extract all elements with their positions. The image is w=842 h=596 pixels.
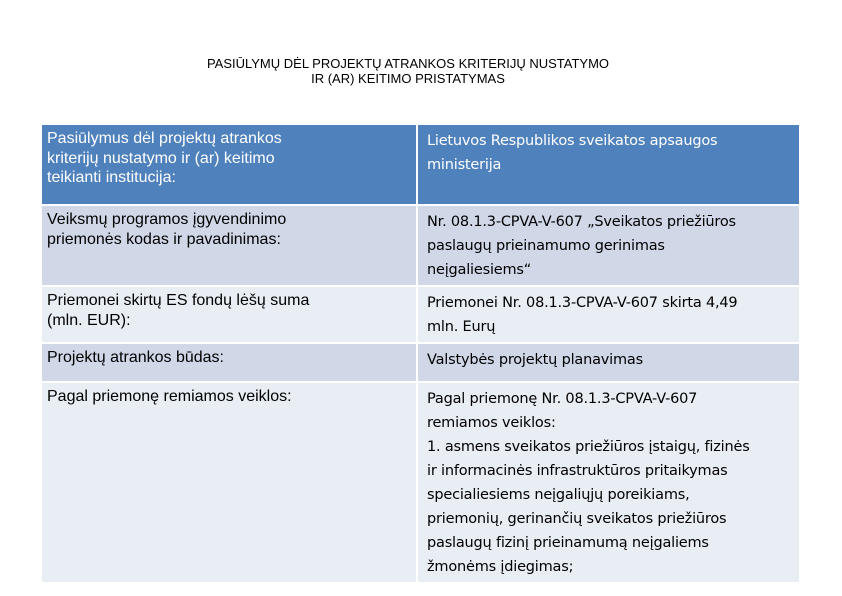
- table-row-selection: [42, 344, 799, 383]
- value-line: specialiesiems neįgaliųjų poreikiams,: [427, 487, 690, 503]
- label-line: priemonės kodas ir pavadinimas:: [47, 230, 281, 248]
- value-line: ir informacinės infrastruktūros pritaikymas: [427, 463, 728, 479]
- title-line-1: PASIŪLYMŲ DĖL PROJEKTŲ ATRANKOS KRITERIJŲ NUSTATYMO: [206, 56, 610, 71]
- label-line: Priemonei skirtų ES fondų lėšų suma: [47, 292, 310, 309]
- title-line-2: IR (AR) KEITIMO PRISTATYMAS: [311, 71, 505, 86]
- label-institution: [42, 125, 418, 206]
- table-row-institution: [42, 125, 799, 206]
- value-line: priemonių, gerinančių sveikatos priežiūros: [427, 511, 727, 527]
- value-selection: [418, 344, 799, 383]
- value-line: paslaugų fizinį prieinamumą neįgaliems: [427, 535, 709, 551]
- label-line: kriterijų nustatymo ir (ar) keitimo: [47, 149, 275, 167]
- value-line: Lietuvos Respublikos sveikatos apsaugos: [427, 133, 718, 149]
- label-line: teikianti institucija:: [47, 169, 176, 186]
- document-title: [0, 56, 816, 86]
- criteria-table: [42, 125, 799, 584]
- label-line: (mln. EUR):: [47, 311, 131, 329]
- label-line: Pagal priemonę remiamos veiklos:: [47, 388, 292, 405]
- value-institution: [418, 125, 799, 206]
- value-line: Nr. 08.1.3-CPVA-V-607 „Sveikatos priežiūros: [427, 214, 736, 230]
- value-line: mln. Eurų: [427, 319, 496, 335]
- table-row-funds: [42, 287, 799, 344]
- value-line: 1. asmens sveikatos priežiūros įstaigų, fizinės: [427, 439, 750, 455]
- value-line: Priemonei Nr. 08.1.3-CPVA-V-607 skirta 4,49: [427, 295, 738, 311]
- value-activities: [418, 383, 799, 584]
- value-line: ministerija: [427, 157, 502, 173]
- table-row-measure: [42, 206, 799, 287]
- table-row-activities: [42, 383, 799, 584]
- label-funds: [42, 287, 418, 344]
- value-line: paslaugų prieinamumo gerinimas: [427, 238, 665, 254]
- label-activities: [42, 383, 418, 584]
- label-selection: [42, 344, 418, 383]
- value-line: Pagal priemonę Nr. 08.1.3-CPVA-V-607: [427, 391, 698, 407]
- label-measure: [42, 206, 418, 287]
- value-line: remiamos veiklos:: [427, 415, 556, 431]
- value-line: žmonėms įdiegimas;: [427, 559, 574, 575]
- label-line: Pasiūlymus dėl projektų atrankos: [47, 130, 282, 147]
- value-line: neįgaliesiems“: [427, 262, 532, 278]
- value-measure: [418, 206, 799, 287]
- value-line: Valstybės projektų planavimas: [427, 352, 643, 368]
- label-line: Projektų atrankos būdas:: [47, 349, 224, 366]
- value-funds: [418, 287, 799, 344]
- label-line: Veiksmų programos įgyvendinimo: [47, 211, 287, 228]
